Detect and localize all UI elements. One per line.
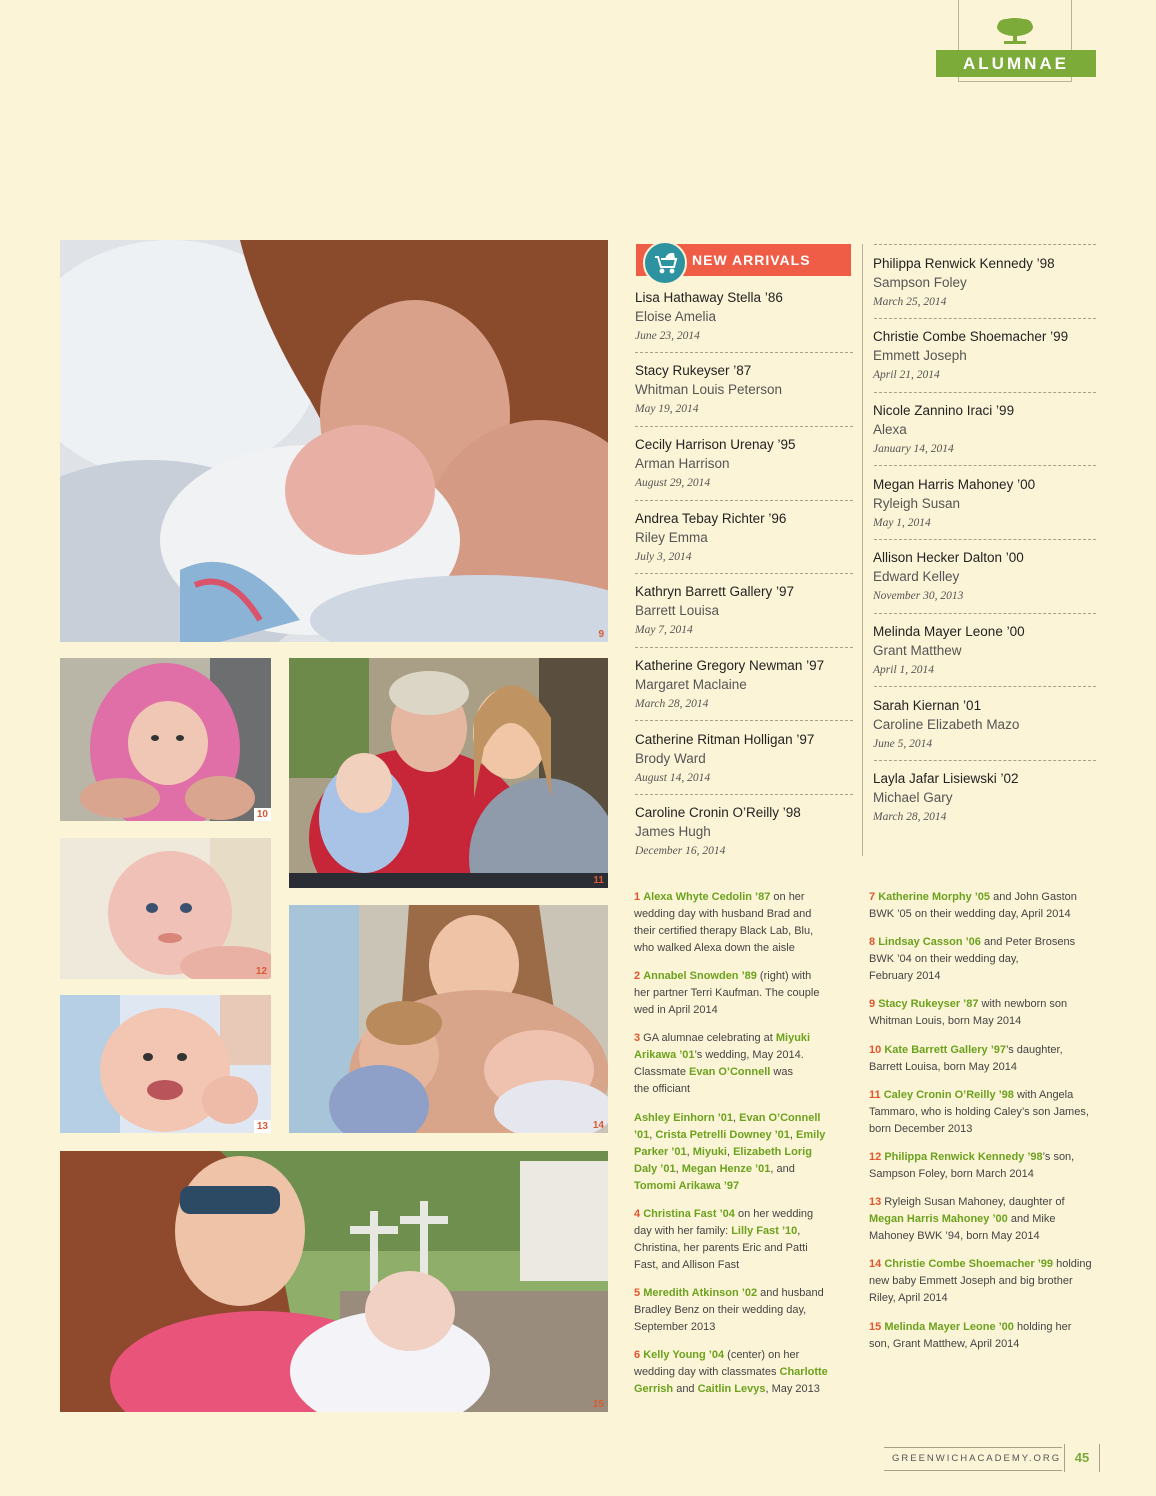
- divider: [874, 392, 1096, 393]
- caption: 2 Annabel Snowden ’89 (right) with her partner Terri Kaufman. The couple wed in April 2014: [634, 970, 820, 1016]
- caption: 1 Alexa Whyte Cedolin ’87 on her wedding day with husband Brad and their certified therapy Black Lab, Blu, who walked Alexa down the aisle: [634, 891, 814, 954]
- baby-name: Grant Matthew: [873, 643, 962, 658]
- caption: 8 Lindsay Casson ’06 and Peter Brosens BWK ’04 on their wedding day, February 2014: [869, 936, 1076, 982]
- caption: Ashley Einhorn ’01, Evan O’Connell ’01, Crista Petrelli Downey ’01, Emily Parker ’01, Miyuki, Elizabeth Lorig Daly ’01, Megan Henze ’01, and Tomomi Arikawa ’97: [634, 1112, 826, 1192]
- birth-date: April 21, 2014: [873, 369, 940, 381]
- caption: 12 Philippa Renwick Kennedy ’98’s son, Sampson Foley, born March 2014: [869, 1151, 1075, 1180]
- photo-mother-two-sons: [289, 905, 608, 1133]
- divider: [635, 720, 853, 721]
- baby-name: Caroline Elizabeth Mazo: [873, 717, 1020, 732]
- birth-date: March 28, 2014: [873, 811, 947, 823]
- parent-name: Caroline Cronin O’Reilly ’98: [635, 805, 801, 820]
- baby-name: Alexa: [873, 422, 907, 437]
- arrival-entry: [635, 435, 853, 493]
- arrival-entry: [873, 769, 1091, 827]
- divider: [635, 573, 853, 574]
- parent-name: Andrea Tebay Richter ’96: [635, 511, 787, 526]
- photo-number: 14: [592, 1120, 604, 1131]
- photo-number: 11: [593, 875, 604, 886]
- section-label: ALUMNAE: [936, 50, 1096, 77]
- baby-name: Emmett Joseph: [873, 348, 967, 363]
- parent-name: Philippa Renwick Kennedy ’98: [873, 256, 1055, 271]
- parent-name: Katherine Gregory Newman ’97: [635, 658, 825, 673]
- caption: 9 Stacy Rukeyser ’87 with newborn son Whitman Louis, born May 2014: [869, 998, 1068, 1027]
- caption: 4 Christina Fast ’04 on her wedding day with her family: Lilly Fast ’10, Christina, her parents Eric and Patti Fast, and Allison Fast: [634, 1208, 814, 1271]
- photo-baby-smiling: [60, 995, 271, 1133]
- divider: [635, 500, 853, 501]
- arrival-entry: [873, 327, 1091, 385]
- birth-date: August 14, 2014: [635, 772, 711, 784]
- parent-name: Lisa Hathaway Stella ’86: [635, 290, 783, 305]
- arrival-entry: [873, 548, 1091, 606]
- birth-date: May 1, 2014: [873, 517, 931, 529]
- divider: [635, 794, 853, 795]
- divider: [635, 426, 853, 427]
- divider: [874, 613, 1096, 614]
- arrival-entry: [635, 582, 853, 640]
- tree-icon: [994, 16, 1036, 46]
- birth-date: May 7, 2014: [635, 624, 693, 636]
- baby-name: Sampson Foley: [873, 275, 967, 290]
- divider: [874, 244, 1096, 245]
- photo-number: 10: [254, 808, 271, 821]
- baby-name: Michael Gary: [873, 790, 953, 805]
- caption: 11 Caley Cronin O’Reilly ’98 with Angela Tammaro, who is holding Caley’s son James, born December 2013: [869, 1089, 1089, 1135]
- birth-date: November 30, 2013: [873, 590, 964, 602]
- parent-name: Sarah Kiernan ’01: [873, 698, 982, 713]
- parent-name: Allison Hecker Dalton ’00: [873, 550, 1024, 565]
- birth-date: July 3, 2014: [635, 551, 692, 563]
- birth-date: May 19, 2014: [635, 403, 699, 415]
- parent-name: Nicole Zannino Iraci ’99: [873, 403, 1015, 418]
- photo-number: 13: [254, 1120, 271, 1133]
- caption: 7 Katherine Morphy ’05 and John Gaston BWK ’05 on their wedding day, April 2014: [869, 891, 1077, 920]
- photo-mother-baby-outdoors: [60, 1151, 608, 1412]
- photo-baby-blanket: [60, 838, 271, 979]
- photo-grandmother-baby: [289, 658, 608, 888]
- new-arrivals-heading: NEW ARRIVALS: [636, 244, 851, 276]
- caption: 6 Kelly Young ’04 (center) on her wedding day with classmates Charlotte Gerrish and Caitlin Levys, May 2013: [634, 1349, 828, 1395]
- birth-date: December 16, 2014: [635, 845, 726, 857]
- birth-date: August 29, 2014: [635, 477, 711, 489]
- parent-name: Stacy Rukeyser ’87: [635, 363, 752, 378]
- divider: [874, 760, 1096, 761]
- arrival-entry: [873, 401, 1091, 459]
- baby-name: Whitman Louis Peterson: [635, 382, 783, 397]
- divider: [635, 352, 853, 353]
- parent-name: Megan Harris Mahoney ’00: [873, 477, 1036, 492]
- arrival-entry: [873, 696, 1091, 754]
- baby-name: Arman Harrison: [635, 456, 730, 471]
- birth-date: January 14, 2014: [873, 443, 954, 455]
- baby-name: Riley Emma: [635, 530, 708, 545]
- caption: 13 Ryleigh Susan Mahoney, daughter of Megan Harris Mahoney ’00 and Mike Mahoney BWK ’94, born May 2014: [869, 1196, 1065, 1242]
- birth-date: June 5, 2014: [873, 738, 933, 750]
- divider: [874, 539, 1096, 540]
- photo-number: 15: [592, 1399, 604, 1410]
- divider: [635, 647, 853, 648]
- divider: [874, 465, 1096, 466]
- caption: 3 GA alumnae celebrating at Miyuki Arikawa ’01’s wedding, May 2014. Classmate Evan O’Connell was the officiant: [634, 1032, 811, 1095]
- baby-name: Ryleigh Susan: [873, 496, 961, 511]
- parent-name: Cecily Harrison Urenay ’95: [635, 437, 796, 452]
- arrival-entry: [635, 361, 853, 419]
- arrival-entry: [635, 730, 853, 788]
- divider: [874, 686, 1096, 687]
- parent-name: Christie Combe Shoemacher ’99: [873, 329, 1069, 344]
- birth-date: March 28, 2014: [635, 698, 709, 710]
- photo-number: 12: [255, 966, 267, 977]
- photo-baby-pink-towel: [60, 658, 271, 821]
- footer-website[interactable]: GREENWICHACADEMY.ORG: [884, 1447, 1062, 1471]
- birth-date: June 23, 2014: [635, 330, 700, 342]
- caption: 14 Christie Combe Shoemacher ’99 holding new baby Emmett Joseph and big brother Riley, April 2014: [869, 1258, 1092, 1304]
- arrival-entry: [873, 475, 1091, 533]
- page-number: 45: [1064, 1444, 1100, 1472]
- arrival-entry: [873, 622, 1091, 680]
- baby-name: Margaret Maclaine: [635, 677, 747, 692]
- column-divider: [862, 244, 863, 856]
- arrival-entry: [635, 656, 853, 714]
- caption: 10 Kate Barrett Gallery ’97’s daughter, Barrett Louisa, born May 2014: [869, 1044, 1063, 1073]
- birth-date: April 1, 2014: [873, 664, 935, 676]
- baby-name: James Hugh: [635, 824, 711, 839]
- parent-name: Catherine Ritman Holligan ’97: [635, 732, 815, 747]
- parent-name: Melinda Mayer Leone ’00: [873, 624, 1025, 639]
- arrival-entry: [635, 288, 853, 346]
- photo-mother-newborn: [60, 240, 608, 642]
- baby-name: Eloise Amelia: [635, 309, 717, 324]
- parent-name: Kathryn Barrett Gallery ’97: [635, 584, 795, 599]
- baby-name: Brody Ward: [635, 751, 706, 766]
- arrival-entry: [635, 803, 853, 861]
- baby-name: Edward Kelley: [873, 569, 960, 584]
- arrival-entry: [873, 254, 1091, 312]
- parent-name: Layla Jafar Lisiewski ’02: [873, 771, 1019, 786]
- baby-name: Barrett Louisa: [635, 603, 720, 618]
- caption: 5 Meredith Atkinson ’02 and husband Bradley Benz on their wedding day, September 2013: [634, 1287, 824, 1333]
- stroller-icon: [643, 241, 687, 285]
- birth-date: March 25, 2014: [873, 296, 947, 308]
- photo-number: 9: [598, 629, 604, 640]
- caption: 15 Melinda Mayer Leone ’00 holding her son, Grant Matthew, April 2014: [869, 1321, 1072, 1350]
- divider: [874, 318, 1096, 319]
- arrival-entry: [635, 509, 853, 567]
